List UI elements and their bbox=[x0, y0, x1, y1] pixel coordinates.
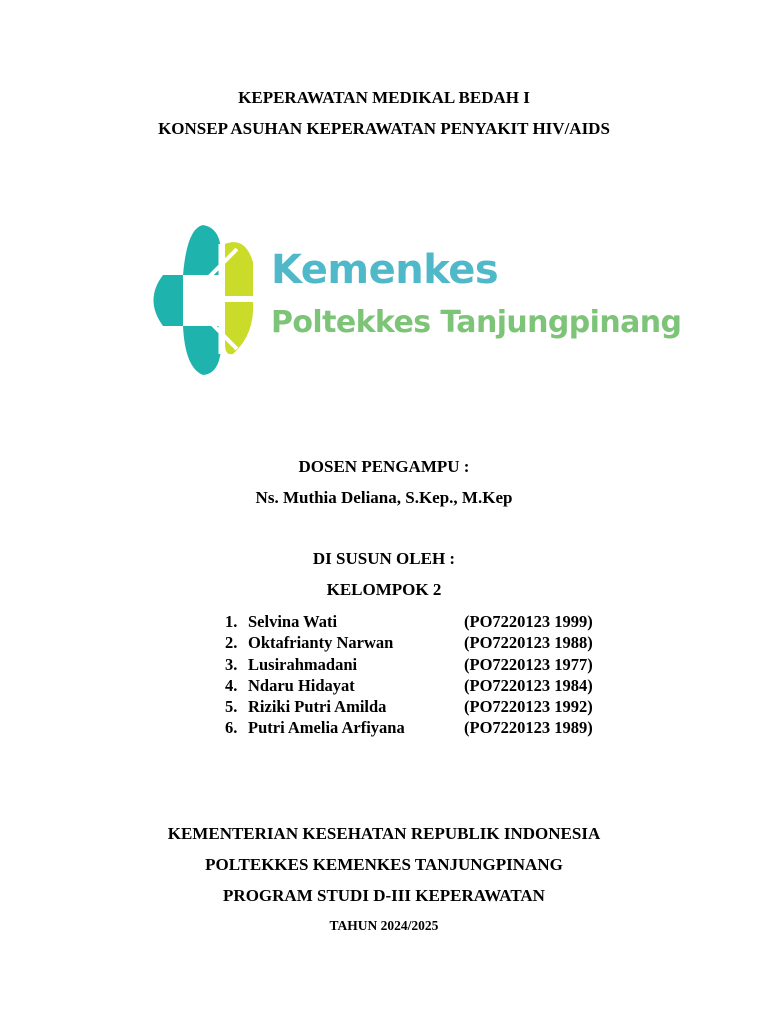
member-name: Ndaru Hidayat bbox=[248, 675, 355, 695]
academic-year: TAHUN 2024/2025 bbox=[329, 918, 439, 933]
member-nim: (PO7220123 1999) bbox=[464, 612, 593, 631]
member-nim: (PO7220123 1989) bbox=[464, 718, 593, 738]
member-list bbox=[225, 611, 625, 739]
list-item bbox=[225, 717, 625, 738]
group-name: KELOMPOK 2 bbox=[326, 580, 442, 599]
member-name: Lusirahmadani bbox=[248, 654, 358, 674]
course-title: KEPERAWATAN MEDIKAL BEDAH I bbox=[238, 88, 530, 107]
list-item bbox=[225, 632, 625, 653]
member-number: 2. bbox=[225, 633, 238, 653]
lecturer-heading: DOSEN PENGAMPU : bbox=[298, 457, 470, 476]
member-number: 1. bbox=[225, 612, 238, 631]
list-item bbox=[225, 611, 625, 632]
member-number: 3. bbox=[225, 654, 238, 674]
member-name: Selvina Wati bbox=[248, 612, 338, 631]
school-name: POLTEKKES KEMENKES TANJUNGPINANG bbox=[205, 855, 563, 874]
member-name: Putri Amelia Arfiyana bbox=[248, 718, 405, 738]
member-name: Riziki Putri Amilda bbox=[248, 697, 387, 717]
member-name: Oktafrianty Narwan bbox=[248, 633, 394, 653]
program-name: PROGRAM STUDI D-III KEPERAWATAN bbox=[223, 886, 545, 905]
member-number: 4. bbox=[225, 675, 238, 695]
authors-heading: DI SUSUN OLEH : bbox=[312, 549, 456, 568]
member-number: 5. bbox=[225, 697, 238, 717]
logo-institution-text: Poltekkes Tanjungpinang bbox=[271, 305, 682, 340]
list-item bbox=[225, 696, 625, 717]
topic-title: KONSEP ASUHAN KEPERAWATAN PENYAKIT HIV/AIDS bbox=[158, 119, 610, 138]
ministry-name: KEMENTERIAN KESEHATAN REPUBLIK INDONESIA bbox=[167, 824, 601, 843]
kemenkes-logo bbox=[137, 204, 682, 390]
logo-brand-text: Kemenkes bbox=[271, 247, 499, 293]
lecturer-name: Ns. Muthia Deliana, S.Kep., M.Kep bbox=[255, 488, 513, 507]
member-number: 6. bbox=[225, 718, 238, 738]
kemenkes-emblem-icon bbox=[137, 204, 271, 390]
member-nim: (PO7220123 1992) bbox=[464, 697, 593, 717]
list-item bbox=[225, 675, 625, 696]
member-nim: (PO7220123 1984) bbox=[464, 675, 593, 695]
list-item bbox=[225, 654, 625, 675]
member-nim: (PO7220123 1977) bbox=[464, 654, 593, 674]
member-nim: (PO7220123 1988) bbox=[464, 633, 593, 653]
